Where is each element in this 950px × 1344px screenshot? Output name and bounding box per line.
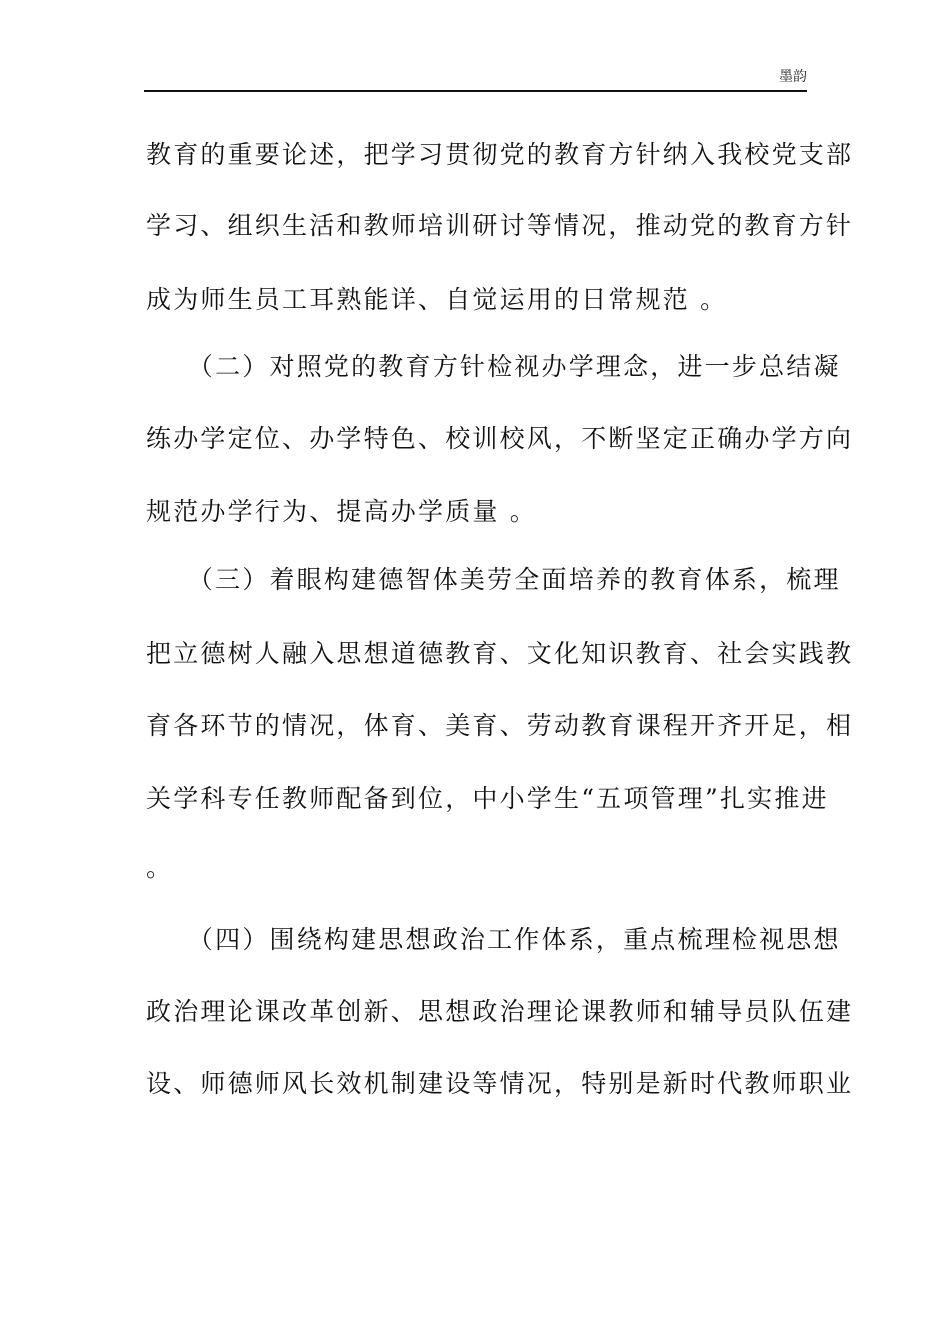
text-line: 设、师德师风长效机制建设等情况，特别是新时代教师职业	[146, 1069, 854, 1098]
text-line: （二）对照党的教育方针检视办学理念，进一步总结凝	[146, 352, 841, 381]
header-brand: 墨韵	[779, 69, 807, 85]
text-line: 把立德树人融入思想道德教育、文化知识教育、社会实践教	[146, 639, 854, 668]
text-line: 关学科专任教师配备到位，中小学生“五项管理”扎实推进	[146, 784, 829, 813]
text-line: （四）围绕构建思想政治工作体系，重点梳理检视思想	[146, 925, 841, 954]
text-line: 练办学定位、办学特色、校训校风，不断坚定正确办学方向	[146, 424, 854, 453]
text-line: 学习、组织生活和教师培训研讨等情况，推动党的教育方针	[146, 211, 854, 240]
text-line: 育各环节的情况，体育、美育、劳动教育课程开齐开足，相	[146, 711, 854, 740]
text-line: 规范办学行为、提高办学质量 。	[146, 497, 537, 526]
text-line: 。	[146, 853, 174, 882]
text-line: 教育的重要论述，把学习贯彻党的教育方针纳入我校党支部	[146, 140, 854, 169]
page-header	[144, 66, 807, 92]
text-line: （三）着眼构建德智体美劳全面培养的教育体系，梳理	[146, 565, 841, 594]
text-line: 成为师生员工耳熟能详、自觉运用的日常规范 。	[146, 285, 728, 314]
text-line: 政治理论课改革创新、思想政治理论课教师和辅导员队伍建	[146, 997, 854, 1026]
